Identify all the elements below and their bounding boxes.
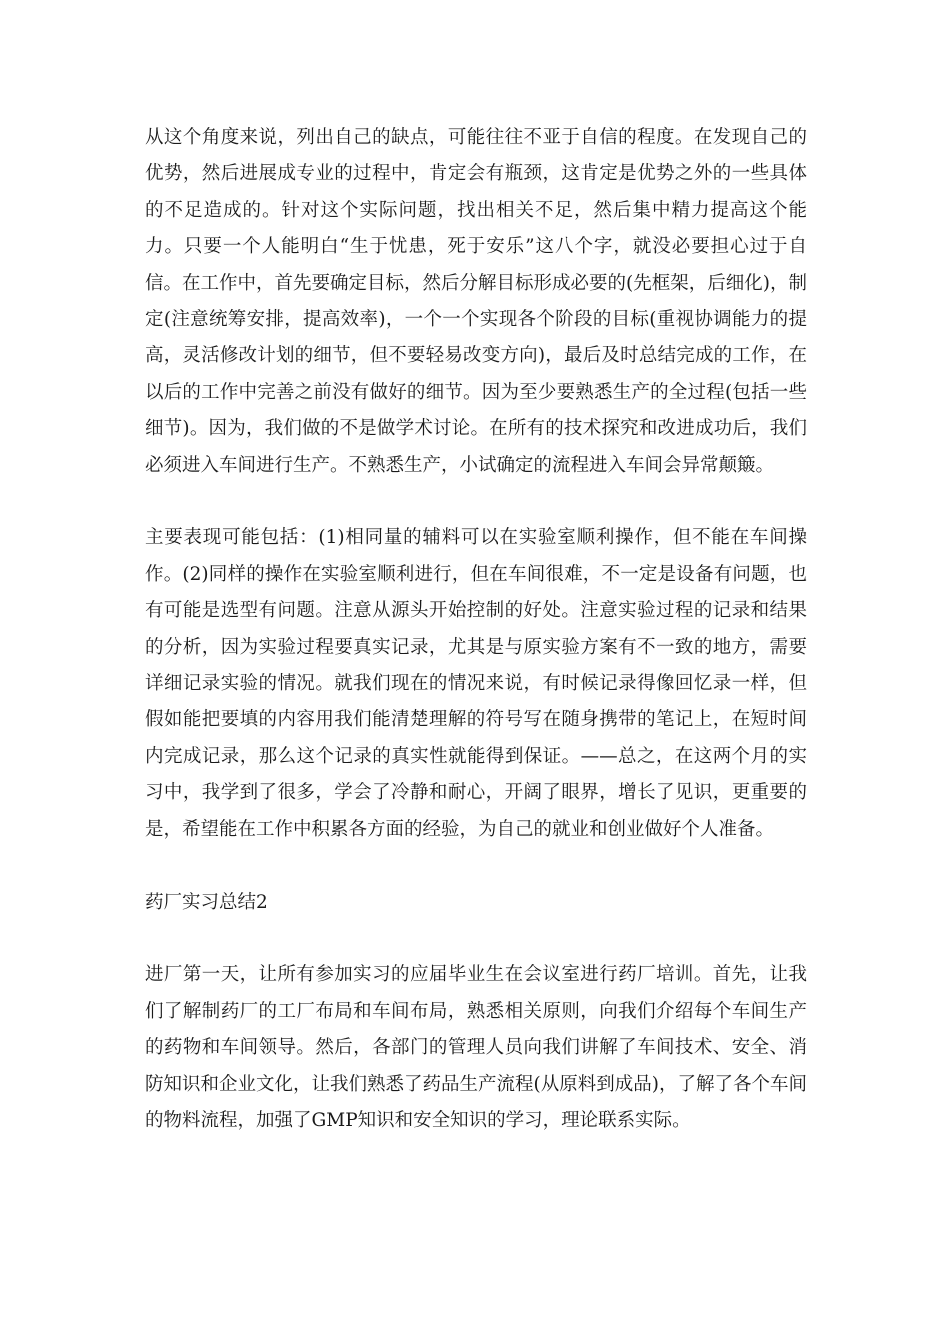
- paragraph-1: 从这个角度来说，列出自己的缺点，可能往往不亚于自信的程度。在发现自己的优势，然后进展成专业的过程中，肯定会有瓶颈，这肯定是优势之外的一些具体的不足造成的。针对这个实际问题，找出相关不足，然后集中精力提高这个能力。只要一个人能明白“生于忧患，死于安乐”这八个字，就没必要担心过于自信。在工作中，首先要确定目标，然后分解目标形成必要的(先框架，后细化)，制定(注意统筹安排，提高效率)，一个一个实现各个阶段的目标(重视协调能力的提高，灵活修改计划的细节，但不要轻易改变方向)，最后及时总结完成的工作，在以后的工作中完善之前没有做好的细节。因为至少要熟悉生产的全过程(包括一些细节)。因为，我们做的不是做学术讨论。在所有的技术探究和改进成功后，我们必须进入车间进行生产。不熟悉生产，小试确定的流程进入车间会异常颠簸。: [145, 127, 807, 476]
- section-heading: 药厂实习总结2: [145, 891, 268, 913]
- paragraph-3: 进厂第一天，让所有参加实习的应届毕业生在会议室进行药厂培训。首先，让我们了解制药厂的工厂布局和车间布局，熟悉相关原则，向我们介绍每个车间生产的药物和车间领导。然后，各部门的管理人员向我们讲解了车间技术、安全、消防知识和企业文化，让我们熟悉了药品生产流程(从原料到成品)，了解了各个车间的物料流程，加强了GMP知识和安全知识的学习，理论联系实际。: [145, 964, 807, 1131]
- document-body: [145, 120, 807, 1176]
- paragraph-2: 主要表现可能包括：(1)相同量的辅料可以在实验室顺利操作，但不能在车间操作。(2)同样的操作在实验室顺利进行，但在车间很难，不一定是设备有问题，也有可能是选型有问题。注意从源头开始控制的好处。注意实验过程的记录和结果的分析，因为实验过程要真实记录，尤其是与原实验方案有不一致的地方，需要详细记录实验的情况。就我们现在的情况来说，有时候记录得像回忆录一样，但假如能把要填的内容用我们能清楚理解的符号写在随身携带的笔记上，在短时间内完成记录，那么这个记录的真实性就能得到保证。——总之，在这两个月的实习中，我学到了很多，学会了冷静和耐心，开阔了眼界，增长了见识，更重要的是，希望能在工作中积累各方面的经验，为自己的就业和创业做好个人准备。: [145, 527, 807, 840]
